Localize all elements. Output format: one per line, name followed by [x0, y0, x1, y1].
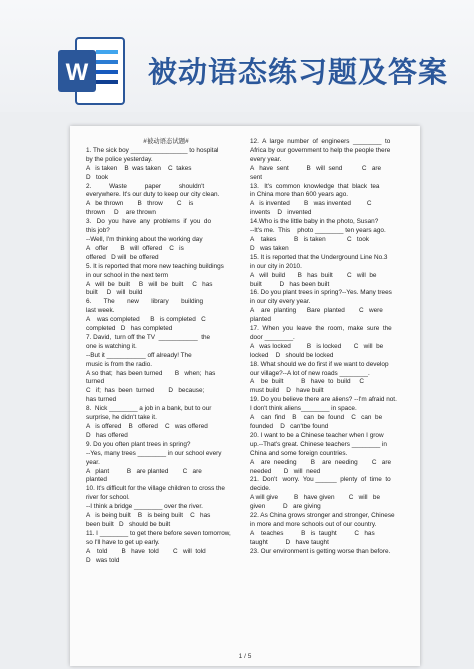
text-line: 5. It is reported that more new teaching buildings	[86, 262, 224, 270]
text-line: last week.	[86, 307, 115, 315]
text-line: 22. As China grows stronger and stronger, Chinese	[250, 512, 395, 520]
text-line: planted	[250, 316, 271, 324]
text-line: turned	[86, 378, 105, 386]
right-column	[250, 138, 410, 557]
text-line: built D will build	[86, 289, 143, 297]
text-line: --Well, I'm thinking about the working day	[86, 235, 203, 243]
text-line: A was completed B is completed C	[86, 316, 206, 324]
text-line: 9. Do you often plant trees in spring?	[86, 440, 191, 448]
text-line: D was taken	[250, 244, 289, 252]
text-line: sent	[250, 173, 263, 181]
text-line: this job?	[86, 227, 110, 235]
text-line: in our city in 2010.	[250, 262, 302, 270]
text-line: 2. Waste paper shouldn't	[86, 182, 205, 190]
text-line: A is invented B was invented C	[250, 200, 372, 208]
text-line: D was told	[86, 556, 120, 564]
text-line: A is being built B is being built C has	[86, 512, 211, 520]
text-line: every year.	[250, 155, 282, 163]
text-line: our village?--A lot of new roads ________.	[250, 369, 370, 377]
text-line: 14.Who is the little baby in the photo, Susan?	[250, 218, 379, 226]
text-line: --Yes, many trees ________ in our school every	[86, 449, 222, 457]
text-line: everywhere. It's our duty to keep our city clean.	[86, 191, 220, 199]
text-line: 21. Don't worry. You ______ plenty of time to	[250, 476, 391, 484]
word-logo-letter: W	[65, 59, 89, 86]
text-line: decide.	[250, 485, 271, 493]
text-line: completed D has completed	[86, 325, 173, 333]
text-line: 19. Do you believe there are aliens? --I'm afraid not.	[250, 396, 397, 404]
text-line: in more and more schools out of our country.	[250, 520, 377, 528]
text-line: built D has been built	[250, 280, 330, 288]
text-line: has turned	[86, 396, 117, 404]
text-line: 18. What should we do first if we want to develop	[250, 360, 389, 368]
document-heading: #被动语态试题#	[143, 138, 189, 145]
text-line: A told B have told C will told	[86, 547, 206, 555]
text-line: in our city every year.	[250, 298, 311, 306]
page-number: 1 / 5	[238, 653, 252, 660]
text-line: A was locked B is locked C will be	[250, 342, 384, 350]
left-column	[86, 138, 246, 566]
text-line: A be thrown B throw C is	[86, 200, 194, 208]
text-line: --It's me. This photo ________ ten years ago.	[250, 227, 386, 235]
text-line: been built D should be built	[86, 520, 171, 528]
banner-title: 被动语态练习题及答案	[148, 55, 449, 89]
text-line: in China more than 600 years ago.	[250, 191, 349, 199]
text-line: taught D have taught	[250, 538, 329, 546]
text-line: invents D invented	[250, 209, 312, 217]
text-line: 3. Do you have any problems if you do	[86, 218, 212, 226]
text-line: C if; has been turned D because;	[86, 387, 205, 395]
text-line: A are needing B are needing C are	[250, 458, 392, 466]
text-line: 17. When you leave the room, make sure the	[250, 325, 392, 333]
text-line: A takes B is taken C took	[250, 235, 369, 243]
text-line: A offer B will offered C is	[86, 244, 184, 252]
text-line: D took	[86, 173, 109, 181]
text-line: A have sent B will send C are	[250, 164, 382, 172]
text-line: China and some foreign countries.	[250, 449, 348, 457]
text-line: planted	[86, 476, 107, 484]
document-page	[70, 126, 420, 666]
text-line: year.	[86, 458, 100, 466]
text-line: A will be built B will be built C has	[86, 280, 213, 288]
text-line: A is offered B offered C was offered	[86, 423, 208, 430]
text-line: A be built B have to build C	[250, 378, 365, 386]
text-line: A will give B have given C will be	[250, 494, 380, 502]
text-line: in our school in the next term	[86, 271, 169, 279]
text-line: up.--That's great. Chinese teachers ________ in	[250, 440, 387, 448]
word-logo-icon	[56, 36, 126, 108]
text-line: thrown D are thrown	[86, 209, 156, 217]
text-line: river for school.	[86, 494, 130, 502]
text-line: one is watching it.	[86, 342, 137, 350]
text-line: 7. David, turn off the TV ___________ the	[86, 333, 211, 341]
text-line: A so that; has been turned B when; has	[86, 369, 216, 377]
text-line: A teaches B is taught C has	[250, 529, 375, 537]
text-line: 23. Our environment is getting worse than before.	[250, 547, 391, 555]
text-line: A plant B are planted C are	[86, 467, 202, 475]
text-line: surprise, he didn't take it.	[86, 414, 157, 422]
header-banner	[0, 0, 474, 112]
text-line: --But it ___________ off already! The	[86, 351, 192, 359]
text-line: D has offered	[86, 431, 128, 439]
text-line: Africa by our government to help the people there	[250, 146, 391, 154]
text-line: music is from the radio.	[86, 360, 153, 368]
text-line: door ________.	[250, 333, 295, 341]
text-line: I don't think aliens________ in space.	[250, 405, 357, 413]
text-line: offered D will be offered	[86, 253, 159, 261]
text-line: 15. It is reported that the Underground Line No.3	[250, 253, 388, 261]
text-line: by the police yesterday.	[86, 155, 153, 163]
text-line: 10. It's difficult for the village children to cross the	[86, 485, 225, 493]
text-line: A will build B has built C will be	[250, 271, 377, 279]
text-line: so I'll have to get up early.	[86, 538, 160, 546]
text-line: 12. A large number of engineers ________ to	[250, 138, 391, 145]
text-line: 6. The new library building	[86, 298, 204, 306]
text-line: 13. It's common knowledge that black tea	[250, 182, 380, 190]
text-line: needed D will need	[250, 467, 321, 475]
text-line: A can find B can be found C can be	[250, 414, 383, 422]
text-line: --I think a bridge ________ over the river.	[86, 503, 203, 511]
text-line: 8. Nick ________ a job in a bank, but to our	[86, 405, 212, 413]
text-line: 20. I want to be a Chinese teacher when I grow	[250, 431, 384, 439]
text-line: A are planting Bare planted C were	[250, 307, 383, 315]
text-line: 16. Do you plant trees in spring?--Yes. Many trees	[250, 289, 392, 297]
text-line: 1. The sick boy ________________ to hospital	[86, 146, 219, 154]
text-line: given D are giving	[250, 503, 321, 511]
text-line: founded D can'tbe found	[250, 423, 329, 430]
document-preview-area	[0, 112, 474, 669]
text-line: 11. I ________ to get there before seven tomorrow,	[86, 529, 231, 537]
text-line: locked D should be locked	[250, 351, 334, 359]
text-line: must build D have built	[250, 387, 324, 395]
text-line: A is taken B was taken C takes	[86, 164, 192, 172]
